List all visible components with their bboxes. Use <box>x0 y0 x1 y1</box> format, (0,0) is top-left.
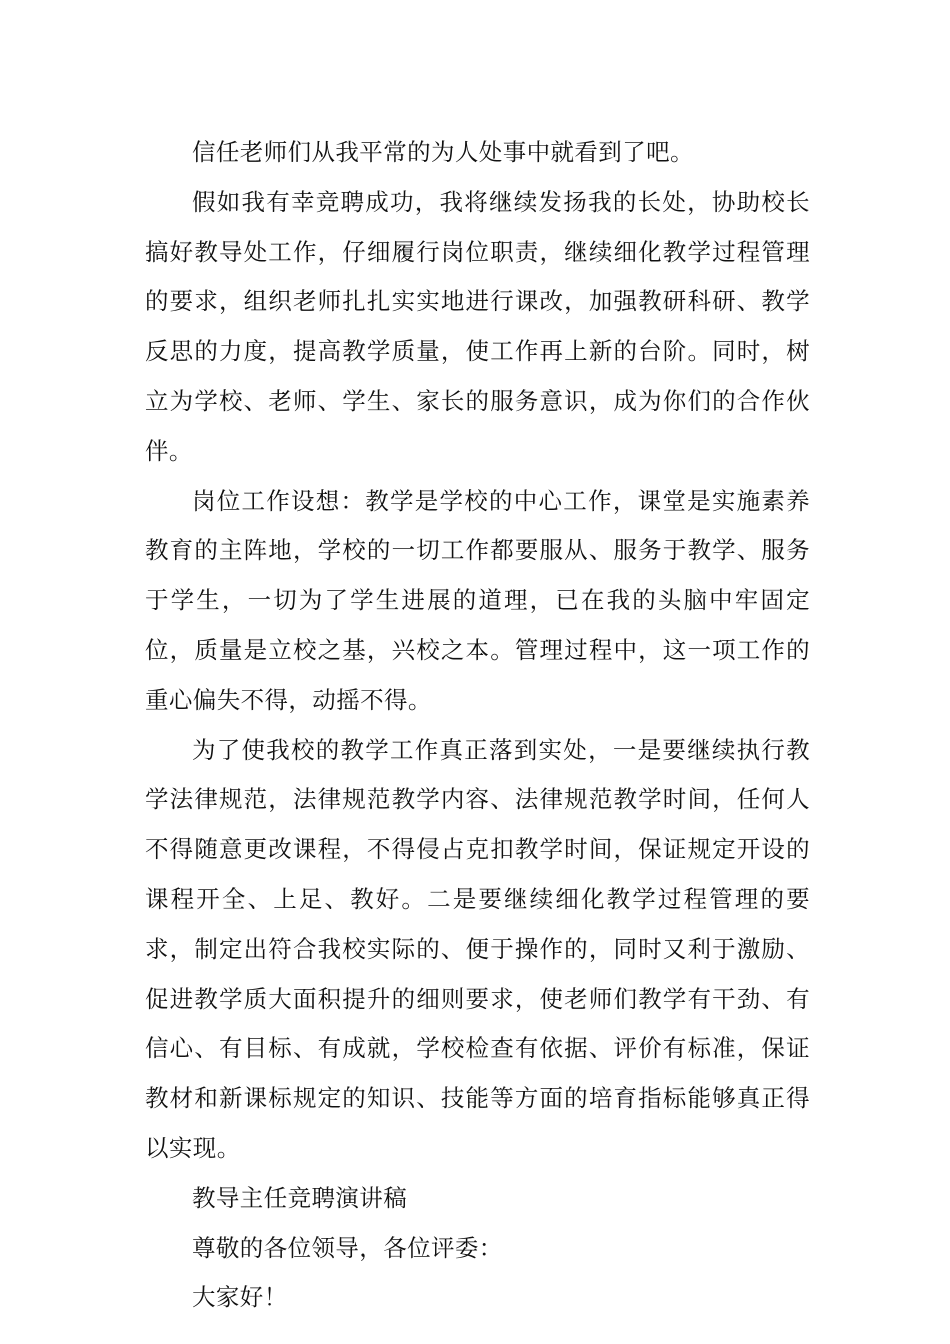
speech-title: 教导主任竞聘演讲稿 <box>192 1183 408 1212</box>
document-body <box>145 128 810 1323</box>
speech-salutation: 尊敬的各位领导，各位评委： <box>192 1233 503 1262</box>
speech-greeting: 大家好！ <box>192 1283 288 1312</box>
paragraph-competition-success: 假如我有幸竞聘成功，我将继续发扬我的长处，协助校长搞好教导处工作，仔细履行岗位职责，继续细化教学过程管理的要求，组织老师扎扎实实地进行课改，加强教研科研、教学反思的力度，提高教学质量，使工作再上新的台阶。同时，树立为学校、老师、学生、家长的服务意识，成为你们的合作伙伴。 <box>145 187 810 465</box>
paragraph-job-plan: 岗位工作设想：教学是学校的中心工作，课堂是实施素养教育的主阵地，学校的一切工作都要服从、服务于教学、服务于学生，一切为了学生进展的道理，已在我的头脑中牢固定位，质量是立校之基，兴校之本。管理过程中，这一项工作的重心偏失不得，动摇不得。 <box>145 486 810 714</box>
paragraph-teaching-work: 为了使我校的教学工作真正落到实处，一是要继续执行教学法律规范，法律规范教学内容、法律规范教学时间，任何人不得随意更改课程，不得侵占克扣教学时间，保证规定开设的课程开全、上足、教好。二是要继续细化教学过程管理的要求，制定出符合我校实际的、便于操作的，同时又利于激励、促进教学质大面积提升的细则要求，使老师们教学有干劲、有信心、有目标、有成就，学校检查有依据、评价有标准，保证教材和新课标规定的知识、技能等方面的培育指标能够真正得以实现。 <box>145 735 810 1162</box>
paragraph-continuation: 信任老师们从我平常的为人处事中就看到了吧。 <box>192 138 694 166</box>
